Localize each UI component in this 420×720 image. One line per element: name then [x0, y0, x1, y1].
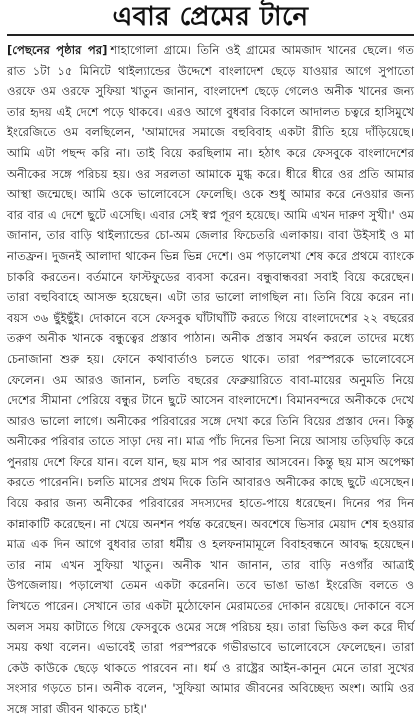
article-headline: এবার প্রেমের টানে — [112, 2, 309, 32]
article-body — [7, 40, 414, 720]
article-body-text: শাহাগোলা গ্রামে। তিনি ওই গ্রামের আমজাদ খানের ছেলে। গত রাত ১টা ১৫ মিনিটে থাইল্যান্ডের উদ্দেশে বাংলাদেশ ছেড়ে যাওয়ার আগে সুপাতো ওরফে ওম ওরফে সুফিয়া খাতুন জানান, বাংলাদেশ ছেড়ে গেলেও অনীক খানের জন্য তার হৃদয় এই দেশে পড়ে থাকবে। এরও আগে বুধবার বিকালে আদালত চত্বরে হাসিমুখে ইংরেজিতে ওম বলছিলেন, 'আমাদের সমাজে বহুবিবাহ একটা রীতি হয়ে দাঁড়িয়েছে। আমি এটা পছন্দ করি না। তাই বিয়ে করছিলাম না। হঠাৎ করে ফেসবুকে বাংলাদেশের অনীকের সঙ্গে পরিচয় হয়। ওর সরলতা আমাকে মুগ্ধ করে। ধীরে ধীরে ওর প্রতি আমার আস্থা জন্মেছে। আমি ওকে ভালোবেসে ফেলেছি। ওকে শুধু আমার করে নেওয়ার জন্য বার বার এ দেশে ছুটে এসেছি। এবার সেই স্বপ্ন পূরণ হয়েছে। আমি এখন দারুণ সুখী।' ওম জানান, তার বাড়ি থাইল্যান্ডের চো-অম জেলার ফিচেতরি এলাকায়। বাবা উইসাই ও মা নাতফ্রন। দুজনই আলাদা থাকেন ভিন্ন ভিন্ন দেশে। ওম পড়ালেখা শেষ করে প্রথমে ব্যাংকে চাকরি করতেন। বর্তমানে ফাস্টফুডের ব্যবসা করেন। বন্ধুবান্ধবরা সবাই বিয়ে করেছেন। তারা বহুবিবাহে আসক্ত হয়েছেন। এটা তার ভালো লাগছিল না। তিনি বিয়ে করেন না। বয়স ৩৬ ছুঁইছুঁই। দোকানে বসে ফেসবুক ঘাঁটাঘাঁটি করতে গিয়ে বাংলাদেশের ২২ বছরের তরুণ অনীক খানকে বন্ধুত্বের প্রস্তাব পাঠান। অনীক প্রস্তাব সমর্থন করলে তাদের মধ্যে চেনাজানা শুরু হয়। ফোনে কথাবার্তাও চলতে থাকে। তারা পরস্পরকে ভালোবেসে ফেলেন। ওম আরও জানান, চলতি বছরের ফেব্রুয়ারিতে বাবা-মায়ের অনুমতি নিয়ে দেশের সীমানা পেরিয়ে বন্ধুর টানে ছুটে আসেন বাংলাদেশে। বিমানবন্দরে অনীককে দেখে আরও ভালো লাগে। অনীকের পরিবারের সঙ্গে দেখা করে তিনি বিয়ের প্রস্তাব দেন। কিন্তু অনীকের পরিবার তাতে সাড়া দেয় না। মাত্র পাঁচ দিনের ভিসা নিয়ে আসায় তড়িঘড়ি করে পুনরায় দেশে ফিরে যান। বলে যান, ছয় মাস পর আবার আসবেন। কিন্তু ছয় মাস অপেক্ষা করতে পারেননি। চলতি মাসের প্রথম দিকে তিনি আবারও অনীকের কাছে ছুটে এসেছেন। বিয়ে করার জন্য অনীকের পরিবারের সদস্যদের হাতে-পায়ে ধরেছেন। দিনের পর দিন কান্নাকাটি করেছেন। না খেয়ে অনশন পর্যন্ত করেছেন। অবশেষে ভিসার মেয়াদ শেষ হওয়ার মাত্র এক দিন আগে বুধবার তারা ধর্মীয় ও হলফনামামূলে বিবাহবন্ধনে আবদ্ধ হয়েছেন। তার নাম এখন সুফিয়া খাতুন। অনীক খান জানান, তার বাড়ি নওগাঁর আত্রাই উপজেলায়। পড়ালেখা তেমন একটা করেননি। তবে ভাঙা ভাঙা ইংরেজি বলতে ও লিখতে পারেন। সেখানে তার একটা মুঠোফোন মেরামতের দোকান রয়েছে। দোকানে বসে অলস সময় কাটাতে গিয়ে ফেসবুকে ওমের সঙ্গে পরিচয় হয়। তারা ভিডিও কল করে দীর্ঘ সময় কথা বলেন। এভাবেই তারা পরস্পরকে গভীরভাবে ভালোবেসে ফেলেছেন। তারা কেউ কাউকে ছেড়ে থাকতে পারবেন না। ধর্ম ও রাষ্ট্রের আইন-কানুন মেনে তারা সুখের সংসার গড়তে চান। অনীক বলেন, 'সুফিয়া আমার জীবনের অবিচ্ছেদ্য অংশ। আমি ওর সঙ্গে সারা জীবন থাকতে চাই।' — [7, 43, 414, 716]
headline-divider — [7, 34, 414, 36]
continuation-tag: [পেছনের পৃষ্ঠার পর] — [7, 43, 108, 57]
